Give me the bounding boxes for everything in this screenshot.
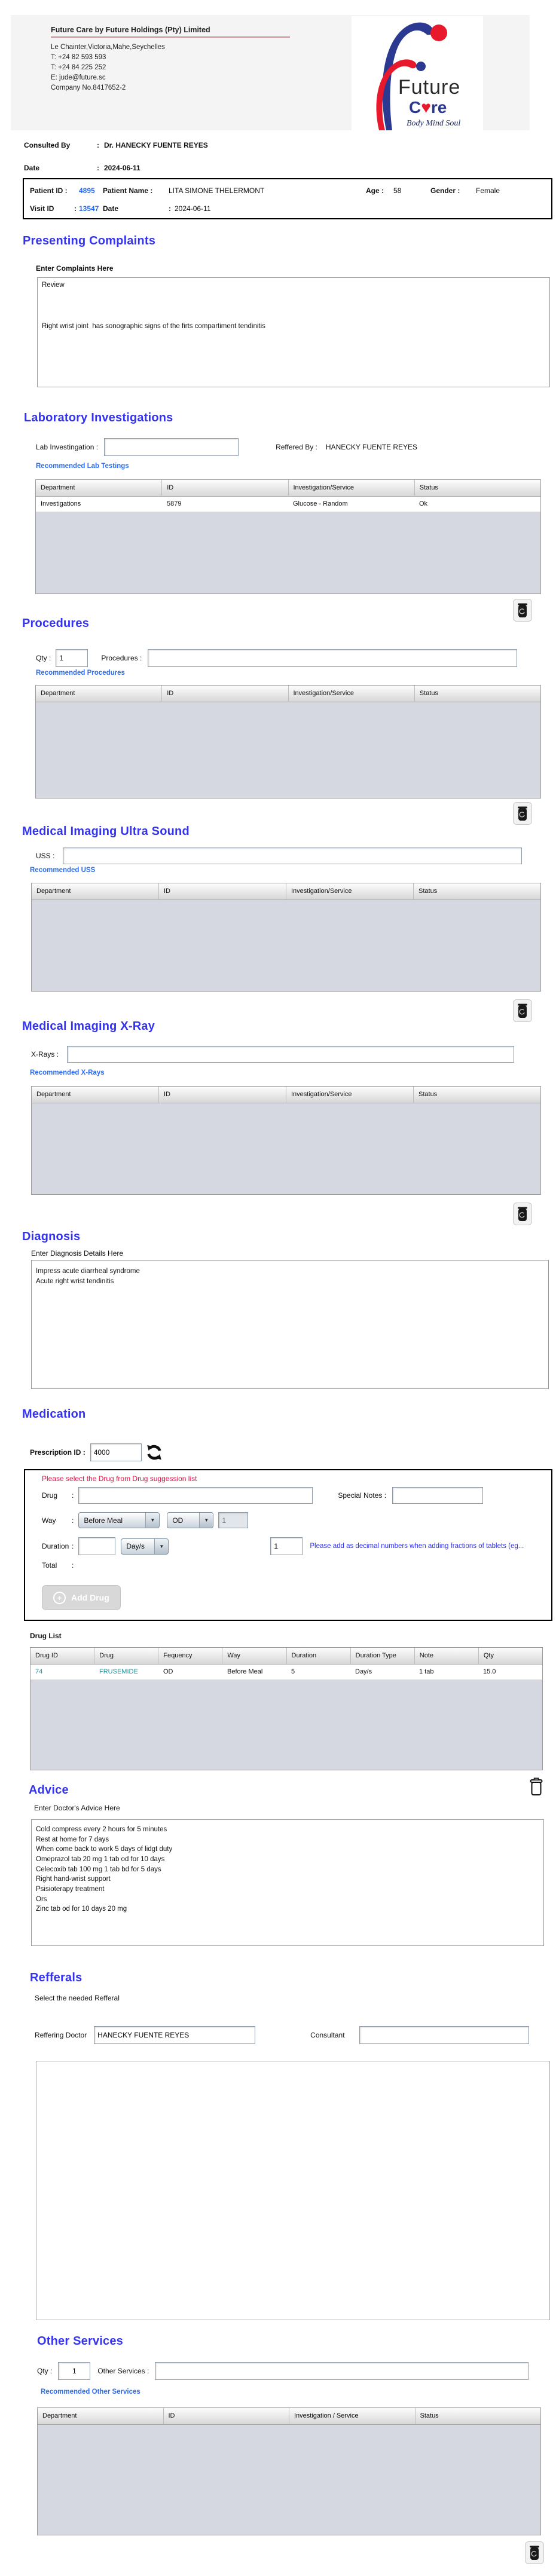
column-header: ID: [159, 883, 286, 900]
company-phone2: T: +24 84 225 252: [51, 64, 106, 71]
age-value: 58: [393, 186, 402, 195]
recommended-uss-link[interactable]: Recommended USS: [30, 867, 96, 874]
drug-list-delete-button[interactable]: [527, 1776, 545, 1798]
column-header: Note: [415, 1648, 479, 1664]
table-cell: Day/s: [355, 1668, 372, 1675]
table-header: [38, 2408, 540, 2425]
laboratory-title: Laboratory Investigations: [24, 411, 173, 424]
gender-label: Gender :: [430, 186, 460, 195]
uss-delete-button[interactable]: [513, 999, 532, 1022]
drug-row: [42, 1487, 544, 1504]
trash-icon: [528, 2544, 540, 2561]
column-header: Status: [418, 1091, 438, 1098]
lab-input-row: [36, 438, 417, 456]
xray-table: [31, 1086, 541, 1195]
other-services-table: [37, 2407, 541, 2535]
table-body: [36, 702, 540, 798]
advice-label: Enter Doctor's Advice Here: [34, 1804, 120, 1812]
column-header: Investigation/Service: [289, 480, 415, 496]
medication-title: Medication: [22, 1408, 86, 1421]
diagnosis-title: Diagnosis: [22, 1230, 81, 1243]
trash-icon: [517, 805, 528, 822]
refferal-row: [35, 2026, 529, 2044]
duration-type-select[interactable]: [121, 1538, 169, 1555]
consulted-by-value: Dr. HANECKY FUENTE REYES: [104, 141, 208, 149]
table-cell: Before Meal: [227, 1668, 263, 1675]
column-header: ID: [162, 480, 288, 496]
column-header: Investigation/Service: [289, 686, 415, 702]
other-services-title: Other Services: [37, 2335, 123, 2348]
table-cell: 1 tab: [419, 1668, 434, 1675]
uss-label: USS :: [36, 852, 55, 860]
column-header: Department: [36, 686, 162, 702]
diagnosis-textarea[interactable]: [31, 1260, 549, 1389]
table-cell: 5879: [167, 500, 182, 507]
consulted-by-row: [24, 141, 208, 149]
chevron-down-icon: ▼: [199, 1513, 213, 1528]
complaints-label: Enter Complaints Here: [36, 264, 114, 273]
lab-investigation-input[interactable]: [104, 438, 239, 456]
table-row[interactable]: [36, 497, 540, 512]
drug-entry-box: [24, 1469, 552, 1621]
consult-date-label: Date: [24, 164, 40, 172]
refferal-list-box[interactable]: [36, 2061, 550, 2320]
column-header: Department: [32, 1087, 159, 1103]
drug-input[interactable]: [78, 1487, 313, 1504]
table-header: [36, 480, 540, 497]
other-services-row: [37, 2362, 528, 2380]
table-cell: Investigations: [41, 500, 81, 507]
total-row: [42, 1561, 74, 1570]
letterhead: [11, 15, 530, 130]
gender-value: Female: [476, 186, 500, 195]
xray-delete-button[interactable]: [513, 1203, 532, 1225]
patient-name-value: LITA SIMONE THELERMONT: [169, 186, 265, 195]
company-logo: [352, 16, 483, 130]
colon: :: [169, 204, 171, 213]
procedures-input-row: [36, 649, 517, 667]
other-delete-button[interactable]: [525, 2541, 544, 2564]
refferals-title: Refferals: [30, 1971, 83, 1984]
way-meal-value: Before Meal: [84, 1516, 123, 1525]
trash-icon: [517, 602, 528, 619]
patient-id-label: Patient ID :: [30, 186, 68, 195]
way-qty-input[interactable]: [218, 1512, 248, 1528]
way-label: Way: [42, 1516, 56, 1525]
colon: :: [74, 204, 77, 213]
consulted-by-label: Consulted By: [24, 141, 71, 149]
lab-table: [35, 479, 541, 594]
uss-table: [31, 883, 541, 992]
xray-label: X-Rays :: [31, 1050, 59, 1058]
table-header: [32, 1087, 540, 1103]
colon: :: [72, 1542, 74, 1550]
column-header: Investigation / Service: [289, 2408, 416, 2424]
reffering-doctor-input[interactable]: [94, 2026, 255, 2044]
complaints-textarea[interactable]: [37, 277, 550, 387]
refresh-icon: [145, 1443, 163, 1461]
lab-input-label: Lab Investingation :: [36, 443, 99, 451]
frequency-value: OD: [172, 1516, 184, 1525]
other-services-input[interactable]: [155, 2362, 528, 2380]
column-header: Investigation/Service: [286, 883, 414, 900]
company-number: Company No.8417652-2: [51, 84, 126, 91]
table-cell: Ok: [419, 500, 428, 507]
other-input-label: Other Services :: [97, 2367, 149, 2375]
column-header: ID: [164, 2408, 290, 2424]
column-header: Qty: [483, 1652, 494, 1659]
company-name: Future Care by Future Holdings (Pty) Limited: [51, 26, 210, 34]
table-header: [36, 686, 540, 702]
table-body: [30, 1665, 542, 1770]
colon: :: [97, 164, 99, 172]
table-cell: 15.0: [483, 1668, 496, 1675]
column-header: Status: [419, 484, 438, 491]
column-header: Duration: [287, 1648, 351, 1664]
company-address: Le Chainter,Victoria,Mahe,Seychelles: [51, 44, 165, 51]
procedures-input[interactable]: [148, 649, 517, 667]
prescription-id-input[interactable]: [90, 1443, 142, 1461]
column-header: ID: [159, 1087, 286, 1103]
xray-input-row: [31, 1046, 514, 1063]
consultant-input[interactable]: [359, 2026, 529, 2044]
consult-date-row: [24, 164, 140, 172]
drug-warning-text: Please select the Drug from Drug suggession list: [42, 1474, 197, 1483]
add-drug-label: Add Drug: [71, 1593, 109, 1602]
xray-title: Medical Imaging X-Ray: [22, 1020, 155, 1033]
column-header: Way: [222, 1648, 286, 1664]
advice-title: Advice: [29, 1783, 69, 1797]
column-header: Status: [420, 2412, 439, 2419]
lab-delete-button[interactable]: [513, 599, 532, 622]
consultant-label: Consultant: [310, 2031, 345, 2039]
column-header: Department: [36, 480, 162, 496]
recommended-procedures-link[interactable]: Recommended Procedures: [36, 669, 125, 677]
table-body: [32, 1103, 540, 1194]
column-header: Status: [419, 690, 438, 697]
patient-id-value: 4895: [79, 186, 95, 195]
prescription-id-label: Prescription ID :: [30, 1448, 85, 1457]
add-drug-button[interactable]: [42, 1585, 121, 1610]
visit-id-value: 13547: [79, 204, 99, 213]
special-notes-input[interactable]: [392, 1487, 483, 1504]
duration-type-value: Day/s: [126, 1542, 145, 1550]
procedures-input-label: Procedures :: [101, 654, 142, 662]
ultrasound-title: Medical Imaging Ultra Sound: [22, 825, 190, 838]
company-phone1: T: +24 82 593 593: [51, 54, 106, 61]
refresh-prescription-button[interactable]: [145, 1443, 164, 1462]
special-notes-label: Special Notes :: [338, 1491, 387, 1500]
recommended-other-link[interactable]: Recommended Other Services: [41, 2388, 140, 2396]
visit-id-label: Visit ID: [30, 204, 54, 213]
table-body: [36, 497, 540, 593]
reffering-doctor-label: Reffering Doctor: [35, 2031, 87, 2039]
other-qty-input[interactable]: [58, 2362, 90, 2380]
svg-text:C♥re: C♥re: [409, 98, 447, 117]
company-name-underline: [51, 36, 290, 38]
column-header: Drug ID: [30, 1648, 94, 1664]
uss-input[interactable]: [63, 848, 522, 864]
duration-label: Duration: [42, 1542, 69, 1550]
table-header: [30, 1648, 542, 1665]
way-meal-select[interactable]: [78, 1512, 160, 1528]
procedures-title: Procedures: [22, 617, 90, 630]
svg-text:Future: Future: [398, 76, 461, 99]
way-row: [42, 1512, 248, 1528]
diagnosis-label: Enter Diagnosis Details Here: [31, 1249, 124, 1258]
refferals-label: Select the needed Refferal: [35, 1994, 120, 2002]
column-header: Drug: [94, 1648, 158, 1664]
svg-text:Body Mind Soul: Body Mind Soul: [407, 119, 461, 128]
duration-row: [42, 1537, 551, 1555]
trash-icon: [517, 1206, 528, 1222]
visit-date-label: Date: [103, 204, 119, 213]
prescription-row: [30, 1443, 164, 1462]
column-header: Department: [38, 2408, 164, 2424]
fraction-hint: Please add as decimal numbers when adding fractions of tablets (eg...: [310, 1543, 524, 1550]
procedures-qty-input[interactable]: [56, 649, 88, 667]
future-care-logo-graphic: [352, 16, 483, 130]
reffered-by-value: HANECKY FUENTE REYES: [325, 443, 418, 451]
colon: :: [72, 1516, 74, 1525]
drug-label: Drug: [42, 1491, 58, 1500]
table-cell: 5: [291, 1668, 295, 1675]
uss-input-row: [36, 848, 522, 864]
colon: :: [72, 1561, 74, 1570]
presenting-complaints-title: Presenting Complaints: [23, 234, 156, 247]
column-header: Status: [418, 888, 438, 895]
plus-icon: +: [53, 1592, 66, 1604]
colon: :: [97, 141, 99, 149]
column-header: Fequency: [158, 1648, 222, 1664]
table-body: [32, 900, 540, 991]
chevron-down-icon: ▼: [145, 1513, 159, 1528]
fraction-input[interactable]: [270, 1537, 303, 1555]
add-drug-button-wrap: [42, 1585, 121, 1610]
drug-list-table: [30, 1647, 543, 1770]
column-header: ID: [162, 686, 288, 702]
patient-info-box: [23, 178, 552, 219]
advice-textarea[interactable]: [31, 1819, 544, 1946]
colon: :: [72, 1491, 74, 1500]
company-email: E: jude@future.sc: [51, 74, 106, 81]
chevron-down-icon: ▼: [154, 1539, 168, 1554]
table-body: [38, 2425, 540, 2535]
reffered-by-label: Reffered By :: [276, 443, 317, 451]
column-header: Investigation/Service: [286, 1087, 414, 1103]
duration-input[interactable]: [78, 1537, 115, 1555]
recommended-lab-link[interactable]: Recommended Lab Testings: [36, 463, 129, 470]
column-header: Duration Type: [351, 1648, 415, 1664]
procedures-delete-button[interactable]: [513, 802, 532, 825]
table-header: [32, 883, 540, 900]
table-cell: FRUSEMIDE: [99, 1668, 138, 1675]
table-row[interactable]: [30, 1665, 542, 1680]
drug-list-label: Drug List: [30, 1632, 62, 1640]
consult-date-value: 2024-06-11: [104, 164, 140, 172]
trash-icon: [529, 1777, 543, 1797]
age-label: Age :: [366, 186, 384, 195]
total-label: Total: [42, 1561, 57, 1570]
recommended-xray-link[interactable]: Recommended X-Rays: [30, 1069, 105, 1076]
procedures-qty-label: Qty :: [36, 654, 51, 662]
xray-input[interactable]: [67, 1046, 514, 1063]
other-qty-label: Qty :: [37, 2367, 53, 2375]
frequency-select[interactable]: [167, 1512, 213, 1528]
table-cell: OD: [163, 1668, 173, 1675]
visit-date-value: 2024-06-11: [175, 204, 211, 213]
table-cell: Glucose - Random: [293, 500, 348, 507]
table-cell: 74: [35, 1668, 43, 1675]
column-header: Department: [32, 883, 159, 900]
procedures-table: [35, 685, 541, 799]
trash-icon: [517, 1002, 528, 1019]
patient-name-label: Patient Name :: [103, 186, 153, 195]
